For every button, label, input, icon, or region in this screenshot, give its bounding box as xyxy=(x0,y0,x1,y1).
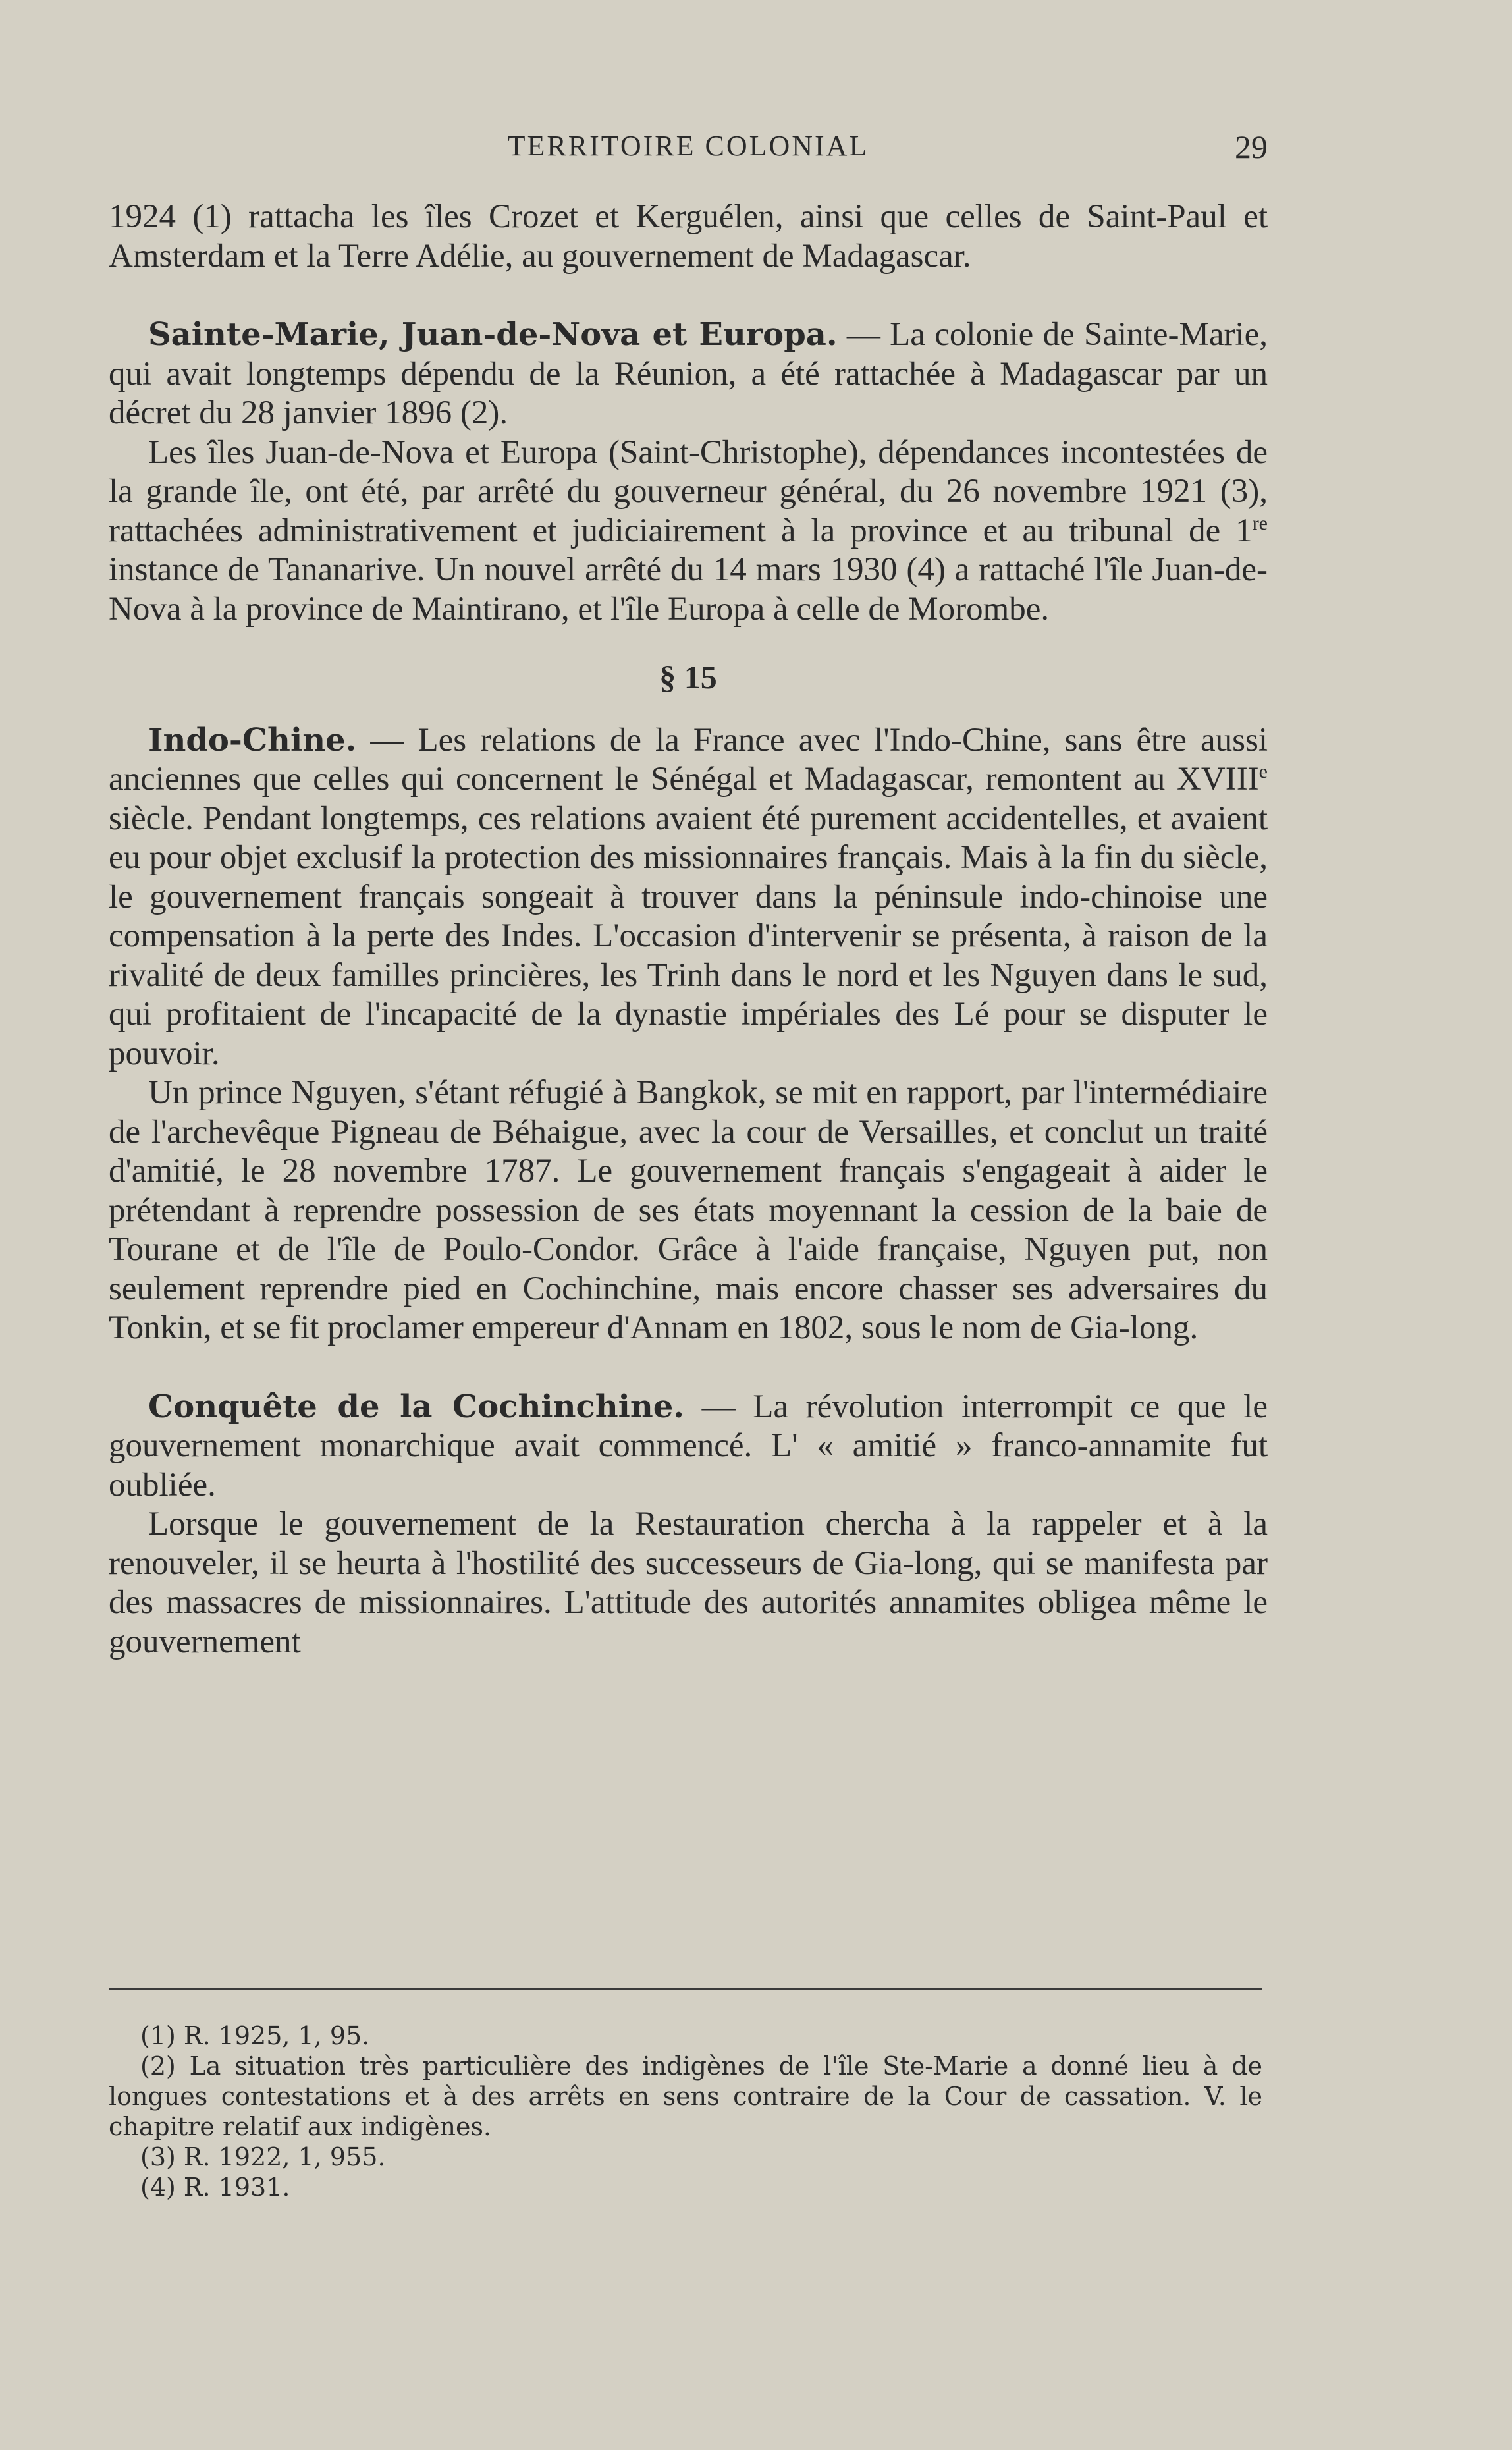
page-header xyxy=(109,128,1268,174)
footnote-1: (1) R. 1925, 1, 95. xyxy=(140,2021,370,2050)
superscript: re xyxy=(1252,512,1268,534)
footnote-2: (2) La situation très particulière des indigènes de l'île Ste-Marie a donné lieu à de longues contestations et à des arrêts en sens contraire de la Cour de cassation. V. le chapitre relatif aux indigènes. xyxy=(109,2052,1262,2141)
run-in-heading-conquete: Conquête de la Cochinchine. xyxy=(148,1388,685,1425)
paragraph-sainte-marie xyxy=(109,315,1268,433)
superscript: e xyxy=(1258,761,1268,782)
spacer xyxy=(109,629,1268,658)
paragraph-prince-nguyen: Un prince Nguyen, s'étant réfugié à Bangkok, se mit en rapport, par l'intermédiaire de l'archevêque Pigneau de Béhaigue, avec la cour de Versailles, et conclut un traité d'amitié, le 28 novembre 1787. Le gouvernement français s'engageait à aider le prétendant à reprendre possession de ses états moyennant la cession de la baie de Tourane et de l'île de Poulo-Condor. Grâce à l'aide française, Nguyen put, non seulement reprendre pied en Cochinchine, mais encore chasser ses adversaires du Tonkin, et se fit proclamer empereur d'Annam en 1802, sous le nom de Gia-long. xyxy=(109,1074,1268,1346)
page-number: 29 xyxy=(1235,128,1268,165)
section-number: § 15 xyxy=(659,659,717,695)
main-text xyxy=(109,198,1268,1662)
footnote-4: (4) R. 1931. xyxy=(140,2173,290,2202)
paragraph-text: — Les relations de la France avec l'Indo-Chine, sans être aussi anciennes que celles qui concernent le Sénégal et Madagascar, remontent au XVIII xyxy=(109,721,1268,798)
footnotes xyxy=(109,2021,1262,2202)
running-head: TERRITOIRE COLONIAL xyxy=(507,130,869,162)
paragraph-iles xyxy=(109,433,1268,630)
paragraph-indo-chine xyxy=(109,721,1268,1074)
run-in-heading-indo-chine: Indo-Chine. xyxy=(148,721,357,759)
footnote-3: (3) R. 1922, 1, 955. xyxy=(140,2142,386,2171)
spacer xyxy=(109,276,1268,315)
spacer xyxy=(109,1348,1268,1388)
run-in-heading-sainte-marie: Sainte-Marie, Juan-de-Nova et Europa. xyxy=(148,316,838,353)
paragraph-text: siècle. Pendant longtemps, ces relations avaient été purement accidentelles, et avaient eu pour objet exclusif la protection des missionnaires français. Mais à la fin du siècle, le gouvernement français songeait à trouver dans la péninsule indo-chinoise une compensation à la perte des Indes. L'occasion d'intervenir se présenta, à raison de la rivalité de deux familles princières, les Trinh dans le nord et les Nguyen dans le sud, qui profitaient de l'incapacité de la dynastie impériales des Lé pour se disputer le pouvoir. xyxy=(109,800,1268,1072)
paragraph-text: Les îles Juan-de-Nova et Europa (Saint-Christophe), dépendances incontestées de la grande île, ont été, par arrêté du gouverneur général, du 26 novembre 1921 (3), rattachées administrativement et judiciairement à la province et au tribunal de 1 xyxy=(109,433,1268,549)
paragraph-conquete xyxy=(109,1388,1268,1506)
paragraph-text: — La colonie de Sainte-Marie, qui avait longtemps dépendu de la Réunion, a été rattachée à Madagascar par un décret du 28 janvier 1896 (2). xyxy=(109,316,1268,431)
paragraph-1: 1924 (1) rattacha les îles Crozet et Kerguélen, ainsi que celles de Saint-Paul et Amsterdam et la Terre Adélie, au gouvernement de Madagascar. xyxy=(109,198,1268,275)
footnote-divider xyxy=(109,1988,1262,1990)
paragraph-text: instance de Tananarive. Un nouvel arrêté du 14 mars 1930 (4) a rattaché l'île Juan-de-Nova à la province de Maintirano, et l'île Europa à celle de Morombe. xyxy=(109,551,1268,628)
paragraph-restauration: Lorsque le gouvernement de la Restauration chercha à la rappeler et à la renouveler, il se heurta à l'hostilité des successeurs de Gia-long, qui se manifesta par des massacres de missionnaires. L'attitude des autorités annamites obligea même le gouvernement xyxy=(109,1506,1268,1660)
spacer xyxy=(109,697,1268,721)
paragraph-text: — La révolution interrompit ce que le gouvernement monarchique avait commencé. L' « amitié » franco-annamite fut oubliée. xyxy=(109,1388,1268,1504)
